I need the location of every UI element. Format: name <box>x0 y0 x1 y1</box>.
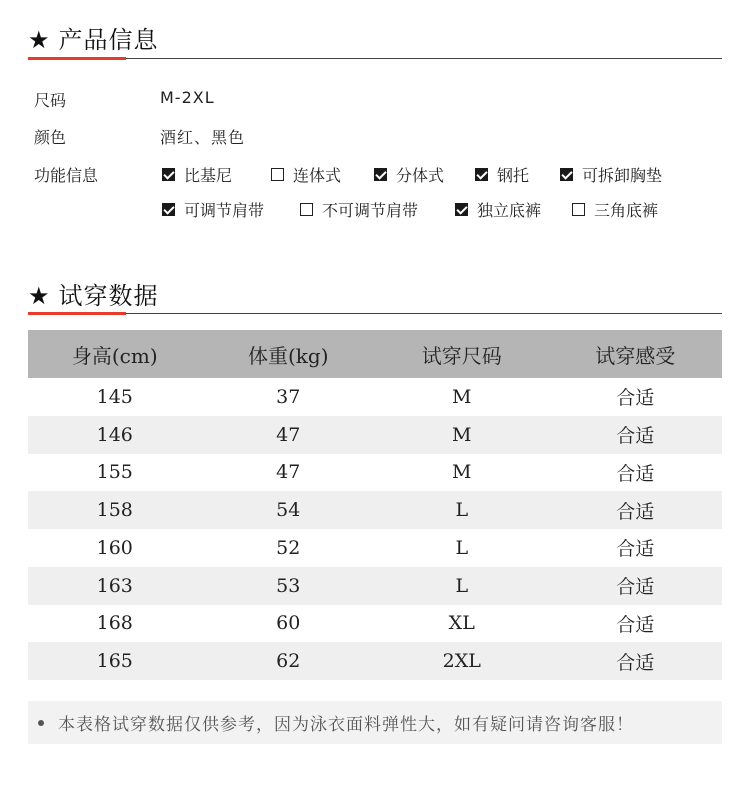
unchecked-checkbox-icon <box>271 168 284 181</box>
cell-size: M <box>452 385 472 408</box>
feature-item: 比基尼 <box>162 163 232 186</box>
feature-item: 不可调节肩带 <box>300 198 418 221</box>
table-header <box>28 330 722 378</box>
cell-feeling: 合适 <box>616 462 655 485</box>
cell-weight: 53 <box>276 574 301 597</box>
table-row <box>28 529 722 567</box>
color-label: 颜色 <box>34 128 67 147</box>
feature-item: 三角底裤 <box>572 198 658 221</box>
section-accent-bar <box>28 312 126 315</box>
checked-checkbox-icon <box>475 168 488 181</box>
feature-item: 分体式 <box>374 163 444 186</box>
product-info-title: ★ 产品信息 <box>28 26 159 54</box>
cell-height: 158 <box>96 499 133 522</box>
cell-weight: 52 <box>276 536 301 559</box>
cell-height: 165 <box>96 650 133 673</box>
table-row <box>28 567 722 605</box>
cell-weight: 47 <box>276 461 301 484</box>
cell-feeling: 合适 <box>616 500 655 523</box>
cell-height: 163 <box>96 574 133 597</box>
column-header-height: 身高(cm) <box>71 343 158 368</box>
cell-height: 146 <box>96 423 133 446</box>
cell-feeling: 合适 <box>616 538 655 561</box>
cell-size: M <box>452 461 472 484</box>
size-label: 尺码 <box>34 91 67 110</box>
unchecked-checkbox-icon <box>572 203 585 216</box>
fit-data-title: ★ 试穿数据 <box>28 282 159 310</box>
table-row <box>28 416 722 454</box>
cell-feeling: 合适 <box>616 651 655 674</box>
column-header-size: 试穿尺码 <box>421 343 502 368</box>
cell-weight: 47 <box>276 423 301 446</box>
cell-feeling: 合适 <box>616 387 655 410</box>
cell-feeling: 合适 <box>616 576 655 599</box>
cell-weight: 60 <box>276 612 301 635</box>
section-accent-bar <box>28 57 126 60</box>
cell-size: XL <box>448 612 475 635</box>
feature-item: 钢托 <box>475 163 529 186</box>
fit-data-table <box>28 330 722 680</box>
checked-checkbox-icon <box>162 168 175 181</box>
cell-size: L <box>455 499 469 522</box>
cell-feeling: 合适 <box>616 425 655 448</box>
checked-checkbox-icon <box>560 168 573 181</box>
cell-weight: 54 <box>276 499 301 522</box>
checked-checkbox-icon <box>455 203 468 216</box>
checked-checkbox-icon <box>162 203 175 216</box>
disclaimer-note <box>28 701 722 744</box>
table-row <box>28 605 722 643</box>
table-row <box>28 454 722 492</box>
cell-size: L <box>455 574 469 597</box>
table-row <box>28 642 722 680</box>
feature-item: 可拆卸胸垫 <box>560 163 662 186</box>
feature-item: 独立底裤 <box>455 198 541 221</box>
color-value: 酒红、黑色 <box>160 128 246 147</box>
unchecked-checkbox-icon <box>300 203 313 216</box>
section-divider <box>28 313 722 314</box>
star-icon: ★ <box>28 26 51 54</box>
cell-size: L <box>455 536 469 559</box>
star-icon: ★ <box>28 282 51 310</box>
cell-height: 168 <box>96 612 133 635</box>
cell-size: M <box>452 423 472 446</box>
cell-height: 145 <box>96 385 133 408</box>
table-row <box>28 378 722 416</box>
features-label: 功能信息 <box>34 166 99 185</box>
checked-checkbox-icon <box>374 168 387 181</box>
feature-item: 连体式 <box>271 163 341 186</box>
cell-height: 160 <box>96 536 133 559</box>
disclaimer-text: 本表格试穿数据仅供参考，因为泳衣面料弹性大，如有疑问请咨询客服！ <box>58 715 634 735</box>
column-header-weight: 体重(kg) <box>247 343 329 368</box>
column-header-feeling: 试穿感受 <box>595 343 676 368</box>
size-value: M-2XL <box>160 88 215 107</box>
cell-weight: 37 <box>276 385 301 408</box>
cell-size: 2XL <box>442 650 481 673</box>
feature-item: 可调节肩带 <box>162 198 264 221</box>
section-divider <box>28 58 722 59</box>
bullet-icon <box>38 720 44 726</box>
table-row <box>28 491 722 529</box>
cell-feeling: 合适 <box>616 613 655 636</box>
cell-weight: 62 <box>276 650 301 673</box>
cell-height: 155 <box>96 461 133 484</box>
